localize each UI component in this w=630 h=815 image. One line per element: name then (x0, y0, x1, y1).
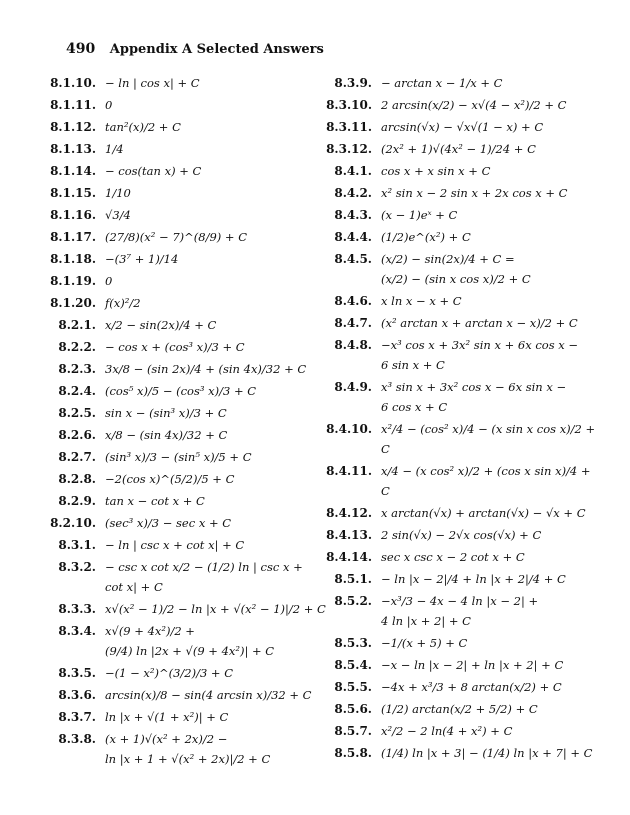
answer-text (105, 337, 245, 357)
answer-line: f(x)²/2 (105, 296, 141, 310)
answer-entry (28, 183, 290, 203)
answer-number: 8.5.7. (334, 724, 372, 738)
answer-number: 8.4.12. (326, 506, 372, 520)
answer-text (381, 291, 462, 311)
answer-line: − csc x cot x/2 − (1/2) ln | csc x + (105, 560, 303, 574)
answer-entry (28, 469, 290, 489)
answer-entry (28, 403, 290, 423)
left-answer-column (28, 73, 326, 771)
answer-entry (300, 699, 600, 719)
answer-entry (28, 425, 290, 445)
answer-number: 8.3.7. (58, 710, 96, 724)
answer-number: 8.1.18. (50, 252, 96, 266)
answer-entry (300, 73, 600, 93)
answer-text (105, 315, 216, 335)
answer-number: 8.2.4. (58, 384, 96, 398)
answer-number: 8.5.2. (334, 594, 372, 608)
answer-number: 8.3.12. (326, 142, 372, 156)
answer-text (381, 591, 538, 631)
answer-line: x/4 − (x cos² x)/2 + (cos x sin x)/4 + (381, 464, 591, 478)
answer-entry (300, 743, 600, 763)
answer-text (381, 677, 562, 697)
answer-text (105, 205, 131, 225)
answer-entry (28, 685, 312, 705)
answer-line: − arctan x − 1/x + C (381, 76, 503, 90)
answer-line: x² sin x − 2 sin x + 2x cos x + C (381, 186, 568, 200)
answer-text (105, 161, 201, 181)
answer-number: 8.1.11. (50, 98, 96, 112)
answer-line: sin x − (sin³ x)/3 + C (105, 406, 227, 420)
answer-line: (1/2) arctan(x/2 + 5/2) + C (381, 702, 538, 716)
answer-entry (28, 535, 290, 555)
answer-entry (300, 377, 600, 417)
answer-number: 8.1.10. (50, 76, 96, 90)
answer-number: 8.3.8. (58, 732, 96, 746)
answer-line: √3/4 (105, 208, 131, 222)
answer-entry (300, 227, 600, 247)
answer-line: x√(9 + 4x²)/2 + (105, 624, 195, 638)
answer-entry (28, 621, 290, 661)
answer-number: 8.4.5. (334, 252, 372, 266)
answer-text (381, 205, 457, 225)
answer-text (105, 535, 244, 555)
answer-number: 8.3.11. (326, 120, 372, 134)
answer-text (105, 293, 141, 313)
answer-number: 8.1.20. (50, 296, 96, 310)
answer-line: x/8 − (sin 4x)/32 + C (105, 428, 228, 442)
answer-number: 8.1.17. (50, 230, 96, 244)
answer-text (381, 525, 541, 545)
answer-number: 8.5.6. (334, 702, 372, 716)
answer-number: 8.1.16. (50, 208, 96, 222)
answer-text (381, 699, 538, 719)
answer-entry (300, 139, 600, 159)
right-answer-column (300, 73, 600, 765)
answer-text (381, 139, 536, 159)
answer-entry (300, 525, 600, 545)
answer-number: 8.4.11. (326, 464, 372, 478)
answer-line: (cos⁵ x)/5 − (cos³ x)/3 + C (105, 384, 257, 398)
answer-text (381, 655, 563, 675)
answer-entry (28, 227, 290, 247)
answer-line: 1/4 (105, 142, 124, 156)
answer-entry (28, 557, 303, 597)
page-header (66, 41, 324, 57)
answer-line: (9/4) ln |2x + √(9 + 4x²)| + C (105, 644, 275, 658)
answer-entry (300, 205, 600, 225)
answer-line: x/2 − sin(2x)/4 + C (105, 318, 217, 332)
answer-line: 1/10 (105, 186, 131, 200)
answer-text (381, 73, 502, 93)
answer-text (381, 377, 566, 417)
answer-line: − cos(tan x) + C (105, 164, 202, 178)
answer-number: 8.3.1. (58, 538, 96, 552)
answer-number: 8.3.6. (58, 688, 96, 702)
answer-text (105, 139, 124, 159)
answer-text (105, 249, 178, 269)
answer-text (381, 503, 586, 523)
answer-text (381, 183, 567, 203)
answer-line: arcsin(x)/8 − sin(4 arcsin x)/32 + C (105, 688, 312, 702)
answer-entry (300, 591, 600, 631)
answer-entry (28, 359, 307, 379)
answer-entry (300, 461, 600, 501)
answer-line: (x² arctan x + arctan x − x)/2 + C (381, 316, 578, 330)
answer-text (381, 249, 531, 289)
answer-text (381, 117, 543, 137)
answer-text (105, 663, 233, 683)
answer-text (105, 117, 181, 137)
answer-number: 8.2.3. (58, 362, 96, 376)
answer-number: 8.4.6. (334, 294, 372, 308)
answer-entry (300, 335, 600, 375)
answer-text (105, 271, 112, 291)
answer-line: 6 sin x + C (381, 358, 445, 372)
answer-line: ln |x + √(1 + x²)| + C (105, 710, 229, 724)
answer-number: 8.4.14. (326, 550, 372, 564)
answer-line: (x/2) − sin(2x)/4 + C = (381, 252, 515, 266)
answer-entry (300, 183, 600, 203)
answer-number: 8.4.1. (334, 164, 372, 178)
answer-number: 8.3.2. (58, 560, 96, 574)
answer-text (381, 227, 471, 247)
answer-line: −x³ cos x + 3x² sin x + 6x cos x − (381, 338, 579, 352)
answer-number: 8.2.9. (58, 494, 96, 508)
answer-line: −x³/3 − 4x − 4 ln |x − 2| + (381, 594, 539, 608)
answer-line: arcsin(√x) − √x√(1 − x) + C (381, 120, 544, 134)
answer-entry (28, 599, 326, 619)
answer-entry (28, 315, 290, 335)
answer-entry (28, 249, 290, 269)
answer-number: 8.4.8. (334, 338, 372, 352)
answer-entry (300, 117, 600, 137)
answer-entry (28, 117, 290, 137)
answer-text (105, 729, 270, 769)
answer-line: −(3⁷ + 1)/14 (105, 252, 179, 266)
answer-entry (28, 271, 290, 291)
answer-text (381, 95, 566, 115)
answer-number: 8.3.4. (58, 624, 96, 638)
answer-line: x ln x − x + C (381, 294, 462, 308)
answer-line: −x − ln |x − 2| + ln |x + 2| + C (381, 658, 564, 672)
answer-number: 8.3.3. (58, 602, 96, 616)
answer-number: 8.5.3. (334, 636, 372, 650)
answer-line: (2x² + 1)√(4x² − 1)/24 + C (381, 142, 536, 156)
answer-entry (300, 503, 600, 523)
answer-entry (300, 633, 600, 653)
answer-text (105, 425, 227, 445)
answer-entry (300, 569, 600, 589)
answer-entry (28, 293, 290, 313)
answer-line: 3x/8 − (sin 2x)/4 + (sin 4x)/32 + C (105, 362, 307, 376)
answer-text (105, 599, 326, 619)
answer-text (105, 447, 252, 467)
answer-text (105, 73, 200, 93)
answer-line: − ln |x − 2|/4 + ln |x + 2|/4 + C (381, 572, 566, 586)
answer-text (381, 161, 490, 181)
answer-entry (300, 655, 600, 675)
answer-text (381, 461, 591, 501)
answer-entry (300, 547, 600, 567)
answer-line: tan²(x)/2 + C (105, 120, 181, 134)
answer-line: (x − 1)eˣ + C (381, 208, 458, 222)
answer-text (105, 227, 247, 247)
answer-text (381, 419, 595, 459)
answer-line: tan x − cot x + C (105, 494, 205, 508)
answer-text (381, 633, 467, 653)
answer-line: x²/4 − (cos² x)/4 − (x sin x cos x)/2 + (381, 422, 596, 436)
answer-text (105, 381, 256, 401)
answer-number: 8.5.4. (334, 658, 372, 672)
answer-text (381, 569, 566, 589)
answer-line: C (381, 442, 390, 456)
answer-line: 0 (105, 274, 113, 288)
answer-number: 8.4.13. (326, 528, 372, 542)
answer-text (381, 721, 512, 741)
answer-line: cot x| + C (105, 580, 163, 594)
answer-line: (x/2) − (sin x cos x)/2 + C (381, 272, 531, 286)
answer-number: 8.3.9. (334, 76, 372, 90)
answer-text (105, 685, 311, 705)
answer-line: x³ sin x + 3x² cos x − 6x sin x − (381, 380, 567, 394)
answer-number: 8.3.10. (326, 98, 372, 112)
answer-text (381, 547, 525, 567)
answer-entry (28, 729, 290, 769)
answer-line: (1/4) ln |x + 3| − (1/4) ln |x + 7| + C (381, 746, 593, 760)
answer-text (105, 707, 228, 727)
answer-line: ln |x + 1 + √(x² + 2x)|/2 + C (105, 752, 271, 766)
answer-line: 0 (105, 98, 113, 112)
answer-text (105, 359, 306, 379)
answer-line: −1/(x + 5) + C (381, 636, 468, 650)
answer-number: 8.2.6. (58, 428, 96, 442)
answer-entry (28, 447, 290, 467)
answer-entry (28, 337, 290, 357)
answer-entry (300, 721, 600, 741)
answer-line: − cos x + (cos³ x)/3 + C (105, 340, 245, 354)
answer-line: (sin³ x)/3 − (sin⁵ x)/5 + C (105, 450, 252, 464)
answer-number: 8.2.5. (58, 406, 96, 420)
answer-line: C (381, 484, 390, 498)
answer-entry (28, 381, 290, 401)
answer-entry (28, 95, 290, 115)
answer-number: 8.1.12. (50, 120, 96, 134)
answer-number: 8.1.13. (50, 142, 96, 156)
answer-number: 8.4.4. (334, 230, 372, 244)
answer-number: 8.4.10. (326, 422, 372, 436)
answer-entry (28, 491, 290, 511)
answer-entry (28, 139, 290, 159)
answer-text (381, 313, 578, 333)
answer-number: 8.2.2. (58, 340, 96, 354)
answer-text (105, 95, 112, 115)
answer-line: cos x + x sin x + C (381, 164, 491, 178)
answer-number: 8.4.7. (334, 316, 372, 330)
answer-text (105, 621, 274, 661)
answer-entry (300, 419, 600, 459)
answer-entry (28, 161, 290, 181)
answer-line: − ln | csc x + cot x| + C (105, 538, 245, 552)
answer-text (105, 469, 234, 489)
answer-number: 8.2.10. (50, 516, 96, 530)
answer-line: 4 ln |x + 2| + C (381, 614, 471, 628)
answer-line: 2 arcsin(x/2) − x√(4 − x²)/2 + C (381, 98, 567, 112)
answer-line: −(1 − x²)^(3/2)/3 + C (105, 666, 234, 680)
answer-line: − ln | cos x| + C (105, 76, 200, 90)
answer-line: 6 cos x + C (381, 400, 448, 414)
answer-number: 8.3.5. (58, 666, 96, 680)
answer-text (105, 513, 231, 533)
answer-line: (sec³ x)/3 − sec x + C (105, 516, 232, 530)
answer-line: x²/2 − 2 ln(4 + x²) + C (381, 724, 513, 738)
answer-entry (300, 313, 600, 333)
answer-entry (28, 73, 290, 93)
answer-line: sec x csc x − 2 cot x + C (381, 550, 525, 564)
answer-entry (28, 513, 290, 533)
answer-line: (x + 1)√(x² + 2x)/2 − (105, 732, 228, 746)
answer-number: 8.2.8. (58, 472, 96, 486)
answer-entry (28, 205, 290, 225)
answer-number: 8.5.5. (334, 680, 372, 694)
answer-line: (27/8)(x² − 7)^(8/9) + C (105, 230, 247, 244)
answer-number: 8.4.3. (334, 208, 372, 222)
answer-entry (28, 663, 290, 683)
answer-entry (28, 707, 290, 727)
answer-number: 8.5.1. (334, 572, 372, 586)
page-title: Appendix A Selected Answers (109, 42, 324, 57)
answer-entry (300, 95, 600, 115)
answer-text (105, 403, 227, 423)
answer-number: 8.1.15. (50, 186, 96, 200)
answer-line: −4x + x³/3 + 8 arctan(x/2) + C (381, 680, 562, 694)
answer-number: 8.4.2. (334, 186, 372, 200)
answer-line: −2(cos x)^(5/2)/5 + C (105, 472, 235, 486)
answer-number: 8.4.9. (334, 380, 372, 394)
answer-entry (300, 291, 600, 311)
page-number: 490 (66, 41, 96, 57)
answer-entry (300, 161, 600, 181)
answer-number: 8.2.1. (58, 318, 96, 332)
answer-entry (300, 249, 600, 289)
answer-number: 8.1.19. (50, 274, 96, 288)
answer-line: (1/2)e^(x²) + C (381, 230, 471, 244)
answer-text (105, 491, 205, 511)
answer-number: 8.1.14. (50, 164, 96, 178)
answer-number: 8.2.7. (58, 450, 96, 464)
answer-text (105, 183, 131, 203)
answer-number: 8.5.8. (334, 746, 372, 760)
answer-text (381, 743, 592, 763)
answer-text (105, 557, 303, 597)
answer-line: 2 sin(√x) − 2√x cos(√x) + C (381, 528, 542, 542)
answer-line: x arctan(√x) + arctan(√x) − √x + C (381, 506, 586, 520)
answer-entry (300, 677, 600, 697)
answer-text (381, 335, 578, 375)
answer-line: x√(x² − 1)/2 − ln |x + √(x² − 1)|/2 + C (105, 602, 326, 616)
